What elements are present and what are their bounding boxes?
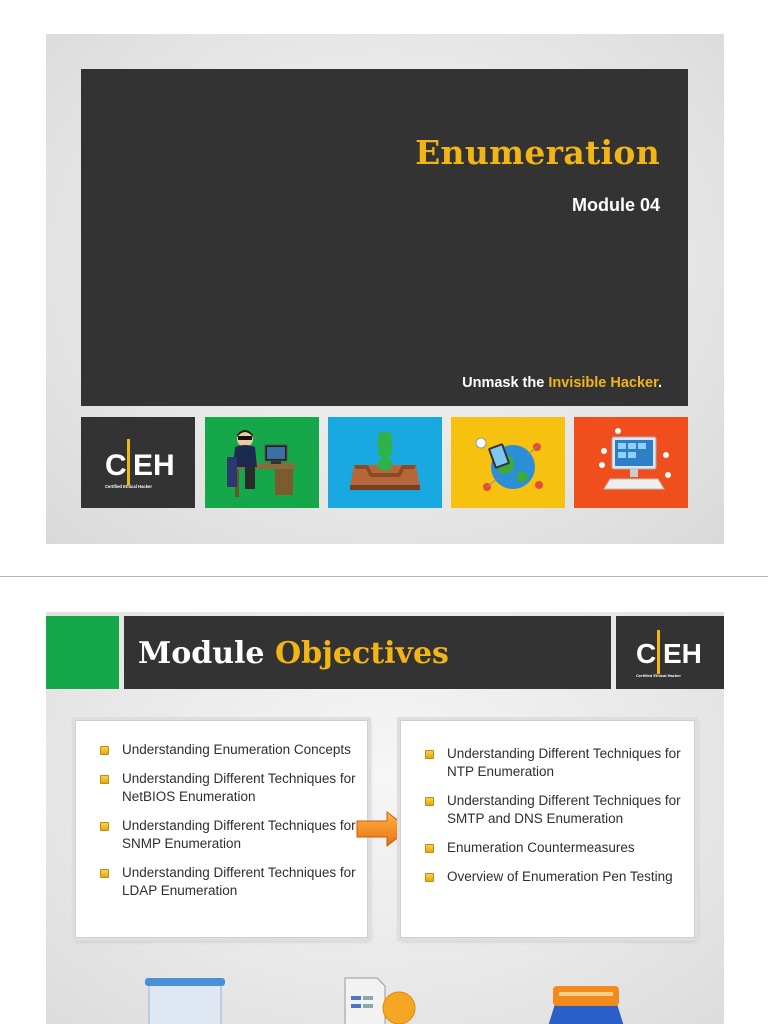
objectives-title-prefix: Module (138, 636, 275, 671)
objectives-slide (46, 612, 724, 1024)
slide-title: Enumeration (415, 133, 660, 172)
module-number: Module 04 (571, 195, 660, 215)
bullet-icon (425, 797, 434, 806)
objectives-right-box (400, 720, 695, 938)
svg-text:EH: EH (133, 449, 175, 482)
bullet-icon (100, 869, 109, 878)
bullet-icon (425, 750, 434, 759)
svg-text:EH: EH (663, 638, 702, 669)
objective-item (98, 741, 357, 759)
drive-icon (541, 976, 631, 1024)
tagline (462, 375, 662, 391)
objectives-title-highlight: Objectives (274, 636, 449, 671)
computer-network-icon (574, 417, 688, 508)
inbox-tile (328, 417, 442, 508)
inbox-tray-exclamation-icon (328, 417, 442, 508)
ceh-logo-header (616, 616, 724, 689)
objectives-right-list (423, 745, 684, 897)
objective-text: Understanding Different Techniques for NetBIOS Enumeration (122, 771, 356, 804)
objective-text: Understanding Different Techniques for NTP Enumeration (447, 746, 681, 779)
hacker-at-computer-icon (205, 417, 319, 508)
objectives-left-list (98, 741, 357, 911)
tagline-suffix: . (657, 375, 662, 391)
title-panel (81, 69, 688, 406)
ceh-logo-header-subtitle: Certified Ethical Hacker (636, 673, 681, 678)
objective-text: Understanding Different Techniques for SNMP Enumeration (122, 818, 356, 851)
svg-text:C: C (636, 638, 657, 669)
tagline-highlight: Invisible Hacker (548, 375, 658, 391)
bullet-icon (100, 775, 109, 784)
page-divider (0, 576, 768, 577)
document-chart-icon (341, 972, 425, 1024)
hacker-tile (205, 417, 319, 508)
ceh-logo-icon (81, 417, 195, 508)
objective-item (98, 817, 357, 853)
objective-item (423, 792, 684, 828)
objective-text: Enumeration Countermeasures (447, 840, 635, 855)
globe-tile (451, 417, 565, 508)
bullet-icon (425, 873, 434, 882)
svg-text:C: C (105, 449, 127, 482)
objective-item (423, 839, 684, 857)
objective-text: Understanding Enumeration Concepts (122, 742, 351, 757)
globe-devices-icon (451, 417, 565, 508)
objective-text: Understanding Different Techniques for SMTP and DNS Enumeration (447, 793, 681, 826)
objectives-header (124, 616, 611, 689)
computer-network-tile (574, 417, 688, 508)
ceh-logo-tile (81, 417, 195, 508)
objective-text: Overview of Enumeration Pen Testing (447, 869, 673, 884)
objective-item (423, 868, 684, 886)
objective-text: Understanding Different Techniques for LDAP Enumeration (122, 865, 356, 898)
bottom-icons-row (46, 972, 724, 1024)
green-accent-square (46, 616, 119, 689)
ceh-logo-icon (616, 616, 724, 689)
objective-item (98, 864, 357, 900)
objective-item (98, 770, 357, 806)
bullet-icon (100, 746, 109, 755)
image-tiles (81, 417, 688, 508)
bullet-icon (100, 822, 109, 831)
objective-item (423, 745, 684, 781)
title-slide (46, 34, 724, 544)
bullet-icon (425, 844, 434, 853)
ceh-logo-subtitle: Certified Ethical Hacker (105, 484, 153, 489)
objectives-left-box (75, 720, 368, 938)
objectives-title (138, 636, 449, 671)
tagline-prefix: Unmask the (462, 375, 549, 391)
container-icon (143, 976, 227, 1024)
